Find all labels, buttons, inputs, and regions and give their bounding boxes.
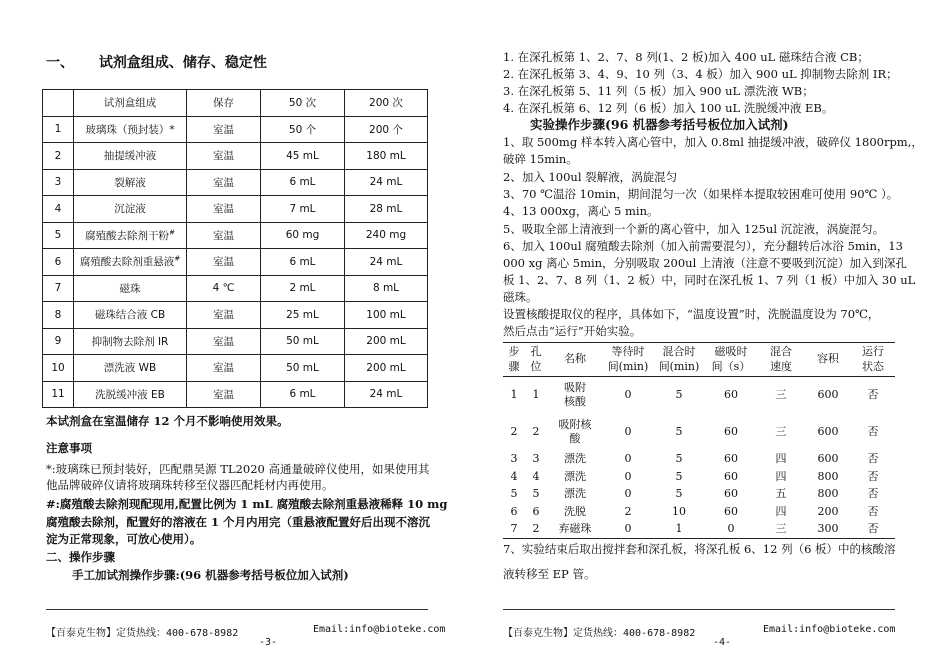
program-cell: 300 — [805, 521, 851, 539]
table-row — [43, 249, 428, 276]
procedure-step-line: 然后点击“运行”开始实验。 — [503, 324, 642, 338]
table-row — [43, 196, 428, 223]
table-row — [43, 222, 428, 249]
procedure-step-line: 1、取 500mg 样本转入离心管中，加入 0.8ml 抽提缓冲液，破碎仪 1800rpm,， — [503, 135, 923, 149]
program-cell: 2 — [525, 521, 547, 539]
table-cell: 抑制物去除剂 IR — [74, 328, 187, 355]
program-cell: 0 — [624, 487, 632, 500]
table-row — [43, 355, 428, 382]
table-row — [43, 381, 428, 408]
program-header-cell: 磁吸时 间（s） — [705, 343, 757, 377]
program-table — [503, 342, 895, 539]
table-cell: 50 个 — [261, 116, 345, 143]
program-cell: 3 — [532, 452, 540, 465]
table-cell: 漂洗液 WB — [74, 355, 187, 382]
table-cell: 腐殖酸去除剂重悬液# — [74, 249, 187, 276]
final-step-line1: 7、实验结束后取出搅拌套和深孔板，将深孔板 6、12 列（6 板）中的核酸溶 — [503, 542, 896, 556]
program-cell: 2 — [510, 424, 518, 438]
program-cell: 200 — [817, 504, 839, 518]
program-cell: 0 — [705, 521, 757, 539]
program-cell: 5 — [510, 487, 518, 500]
footer-company-right: 【百泰克生物】定货热线：400-678-8982 — [503, 628, 696, 639]
program-cell: 否 — [867, 504, 879, 518]
table-cell: 200 个 — [345, 116, 428, 143]
table-cell: 4 ℃ — [187, 275, 261, 302]
program-cell: 0 — [624, 388, 632, 401]
procedure-step-line: 5、吸取全部上清液到一个新的离心管中，加入 125ul 沉淀液，涡旋混匀。 — [503, 222, 885, 236]
program-cell: 800 — [817, 469, 839, 483]
program-cell: 五 — [775, 487, 787, 500]
table-header-cell: 50 次 — [261, 90, 345, 117]
table-cell: 洗脱缓冲液 EB — [74, 381, 187, 408]
program-cell: 60 — [724, 469, 738, 483]
table-cell: 磁珠结合液 CB — [74, 302, 187, 329]
table-cell: 室温 — [187, 143, 261, 170]
program-header-cell: 孔 位 — [525, 343, 547, 377]
procedure-step-line: 3、70 ℃温浴 10min，期间混匀一次（如果样本提取较困难可使用 90℃ ）。 — [503, 187, 899, 201]
table-cell: 3 — [43, 169, 74, 196]
table-cell: 24 mL — [345, 381, 428, 408]
table-cell: 9 — [43, 328, 74, 355]
procedure-step-line: 000 xg 离心 5min，分别吸取 200ul 上清液（注意不要吸到沉淀）加入到深孔 — [503, 256, 907, 270]
program-cell: 三 — [775, 424, 787, 438]
plate-step-3: 3. 在深孔板第 5、11 列（5 板）加入 900 uL 漂洗液 WB； — [503, 84, 814, 98]
program-cell: 三 — [775, 388, 787, 401]
table-cell: 2 — [43, 143, 74, 170]
section-number: 一、 — [46, 55, 74, 71]
program-cell: 5 — [532, 487, 540, 500]
table-cell: 裂解液 — [74, 169, 187, 196]
program-cell: 5 — [675, 452, 683, 465]
program-cell: 2 — [624, 504, 632, 518]
procedure-step-line: 破碎 15min。 — [503, 152, 578, 166]
final-step-line2: 液转移至 EP 管。 — [503, 567, 596, 581]
table-cell: 180 mL — [345, 143, 428, 170]
program-cell: 5 — [675, 388, 683, 401]
section-title: 试剂盒组成、储存、稳定性 — [98, 55, 267, 71]
table-cell: 200 mL — [345, 355, 428, 382]
program-cell: 2 — [532, 424, 540, 438]
note-glass-beads-line1: *:玻璃珠已预封装好，匹配鼎昊源 TL2020 高通量破碎仪使用，如果使用其 — [46, 462, 430, 476]
plate-step-2: 2. 在深孔板第 3、4、9、10 列（3、4 板）加入 900 uL 抑制物去除剂 IR； — [503, 67, 898, 81]
procedure-step-line: 磁珠。 — [503, 290, 538, 304]
table-cell: 室温 — [187, 169, 261, 196]
program-cell: 5 — [675, 487, 683, 500]
program-cell: 四 — [775, 504, 787, 518]
table-cell: 室温 — [187, 196, 261, 223]
program-cell: 600 — [817, 452, 839, 465]
program-cell: 60 — [724, 452, 738, 465]
program-cell: 4 — [532, 469, 540, 483]
footer-divider-right — [503, 609, 895, 610]
table-cell: 200 mL — [345, 328, 428, 355]
program-header-cell: 名称 — [547, 343, 603, 377]
table-cell: 25 mL — [261, 302, 345, 329]
table-cell: 7 mL — [261, 196, 345, 223]
table-header-cell: 保存 — [187, 90, 261, 117]
note-humic-line3: 淀为正常现象，可放心使用）。 — [46, 532, 202, 546]
program-cell: 7 — [503, 521, 525, 539]
program-cell: 否 — [867, 424, 879, 438]
table-cell: 室温 — [187, 355, 261, 382]
table-cell: 50 mL — [261, 328, 345, 355]
program-cell: 600 — [817, 424, 839, 438]
footer-divider — [46, 609, 428, 610]
program-cell: 吸附核 酸 — [558, 417, 592, 445]
program-cell: 漂洗 — [564, 469, 586, 483]
table-row — [43, 116, 428, 143]
table-cell: 6 mL — [261, 249, 345, 276]
table-cell: 11 — [43, 381, 74, 408]
footer-email: Email:info@bioteke.com — [313, 624, 446, 635]
procedure-step-line: 板 1、2、7、8 列（1、2 板）中，同时在深孔板 1、7 列（1 板）中加入 30 uL — [503, 273, 916, 287]
table-cell: 4 — [43, 196, 74, 223]
program-cell: 吸附 核酸 — [564, 380, 586, 409]
table-cell: 磁珠 — [74, 275, 187, 302]
program-cell: 四 — [775, 469, 787, 483]
program-row — [503, 377, 895, 414]
table-row — [43, 302, 428, 329]
program-row — [503, 486, 895, 504]
table-header-cell: 试剂盒组成 — [74, 90, 187, 117]
program-header-cell: 容积 — [805, 343, 851, 377]
table-cell: 室温 — [187, 249, 261, 276]
manual-steps-title: 手工加试剂操作步骤:(96 机器参考括号板位加入试剂) — [72, 568, 349, 582]
program-row — [503, 414, 895, 451]
table-cell: 5 — [43, 222, 74, 249]
note-humic-line1: #:腐殖酸去除剂现配现用,配置比例为 1 mL 腐殖酸去除剂重悬液稀释 10 mg — [46, 497, 448, 511]
program-cell: 否 — [867, 487, 879, 500]
program-cell: 1 — [510, 388, 518, 401]
table-cell: 50 mL — [261, 355, 345, 382]
program-cell: 10 — [672, 504, 686, 518]
page-number-right: -4- — [713, 637, 732, 648]
table-cell: 室温 — [187, 116, 261, 143]
table-cell: 24 mL — [345, 169, 428, 196]
program-cell: 否 — [867, 388, 879, 401]
table-cell: 28 mL — [345, 196, 428, 223]
kit-composition-table — [42, 89, 428, 408]
table-cell: 2 mL — [261, 275, 345, 302]
program-header-cell: 步 骤 — [503, 343, 525, 377]
program-cell: 1 — [532, 388, 540, 401]
table-cell: 抽提缓冲液 — [74, 143, 187, 170]
footnote-mark: # — [169, 228, 175, 237]
right-page — [468, 0, 936, 662]
program-cell: 60 — [724, 388, 738, 401]
program-cell: 1 — [653, 521, 705, 539]
table-header-cell: 200 次 — [345, 90, 428, 117]
table-header-cell — [43, 90, 74, 117]
table-cell: 1 — [43, 116, 74, 143]
table-cell: 60 mg — [261, 222, 345, 249]
table-cell: 7 — [43, 275, 74, 302]
footer-email-right: Email:info@bioteke.com — [763, 624, 896, 635]
procedure-step-line: 4、13 000xg，离心 5 min。 — [503, 204, 659, 218]
program-cell: 6 — [532, 504, 540, 518]
program-cell: 4 — [510, 469, 518, 483]
program-cell: 否 — [867, 469, 879, 483]
program-cell: 漂洗 — [564, 487, 586, 500]
program-row — [503, 503, 895, 521]
program-cell: 5 — [675, 424, 683, 438]
table-cell: 24 mL — [345, 249, 428, 276]
program-cell: 5 — [675, 469, 683, 483]
program-cell: 弃磁珠 — [547, 521, 603, 539]
note-glass-beads-line2: 他品牌破碎仪请将玻璃珠转移至仪器匹配耗材内再使用。 — [46, 478, 334, 492]
storage-note: 本试剂盒在室温储存 12 个月不影响使用效果。 — [46, 414, 289, 428]
program-cell: 600 — [817, 388, 839, 401]
page-number: -3- — [259, 637, 278, 648]
program-cell: 6 — [510, 504, 518, 518]
program-cell: 60 — [724, 487, 738, 500]
note-humic-line2: 腐殖酸去除剂，配置好的溶液在 1 个月内用完（重悬液配置好后出现不溶沉 — [46, 515, 431, 529]
procedure-step-line: 设置核酸提取仪的程序，具体如下，“温度设置”时，洗脱温度设为 70℃， — [503, 307, 880, 321]
program-cell: 3 — [510, 452, 518, 465]
program-row — [503, 451, 895, 469]
section2-title: 二、操作步骤 — [46, 550, 115, 564]
table-cell: 室温 — [187, 328, 261, 355]
table-cell: 腐殖酸去除剂干粉# — [74, 222, 187, 249]
table-cell: 6 mL — [261, 169, 345, 196]
plate-step-1: 1. 在深孔板第 1、2、7、8 列(1、2 板)加入 400 uL 磁珠结合液 CB； — [503, 50, 869, 64]
program-cell: 0 — [624, 469, 632, 483]
program-cell: 60 — [724, 424, 738, 438]
table-cell: 室温 — [187, 222, 261, 249]
table-cell: 室温 — [187, 381, 261, 408]
table-cell: 10 — [43, 355, 74, 382]
table-cell: 6 — [43, 249, 74, 276]
section-heading — [46, 52, 267, 72]
footer-company: 【百泰克生物】定货热线：400-678-8982 — [46, 628, 239, 639]
program-header-cell: 运行 状态 — [851, 343, 895, 377]
procedure-step-line: 6、加入 100ul 腐殖酸去除剂（加入前需要混匀），充分翻转后冰浴 5min，13 — [503, 239, 904, 253]
table-cell: 8 — [43, 302, 74, 329]
program-cell: 洗脱 — [564, 504, 586, 518]
program-row — [503, 468, 895, 486]
table-cell: 沉淀液 — [74, 196, 187, 223]
program-cell: 否 — [867, 452, 879, 465]
table-cell: 玻璃珠（预封装）* — [74, 116, 187, 143]
table-header-row — [43, 90, 428, 117]
table-cell: 240 mg — [345, 222, 428, 249]
program-cell: 60 — [724, 504, 738, 518]
table-cell: 8 mL — [345, 275, 428, 302]
procedure-step-line: 2、加入 100ul 裂解液，涡旋混匀 — [503, 170, 678, 184]
table-cell: 100 mL — [345, 302, 428, 329]
table-cell: 45 mL — [261, 143, 345, 170]
plate-step-4: 4. 在深孔板第 6、12 列（6 板）加入 100 uL 洗脱缓冲液 EB。 — [503, 101, 834, 115]
footnote-mark: # — [174, 254, 181, 263]
program-header-cell: 混合 速度 — [757, 343, 805, 377]
table-row — [43, 169, 428, 196]
table-cell: 6 mL — [261, 381, 345, 408]
procedure-title: 实验操作步骤(96 机器参考括号板位加入试剂) — [530, 117, 789, 132]
program-cell: 0 — [603, 521, 653, 539]
table-row — [43, 143, 428, 170]
table-row — [43, 275, 428, 302]
program-header-cell: 等待时 间(min) — [603, 343, 653, 377]
program-cell: 0 — [624, 424, 632, 438]
table-cell: 室温 — [187, 302, 261, 329]
program-cell: 四 — [775, 452, 787, 465]
program-cell: 800 — [817, 487, 839, 500]
notes-title: 注意事项 — [46, 441, 92, 455]
table-row — [43, 328, 428, 355]
program-header-cell: 混合时 间(min) — [653, 343, 705, 377]
program-cell: 否 — [851, 521, 895, 539]
program-cell: 漂洗 — [564, 452, 586, 465]
program-row — [503, 521, 895, 539]
program-cell: 三 — [757, 521, 805, 539]
program-cell: 0 — [624, 452, 632, 465]
